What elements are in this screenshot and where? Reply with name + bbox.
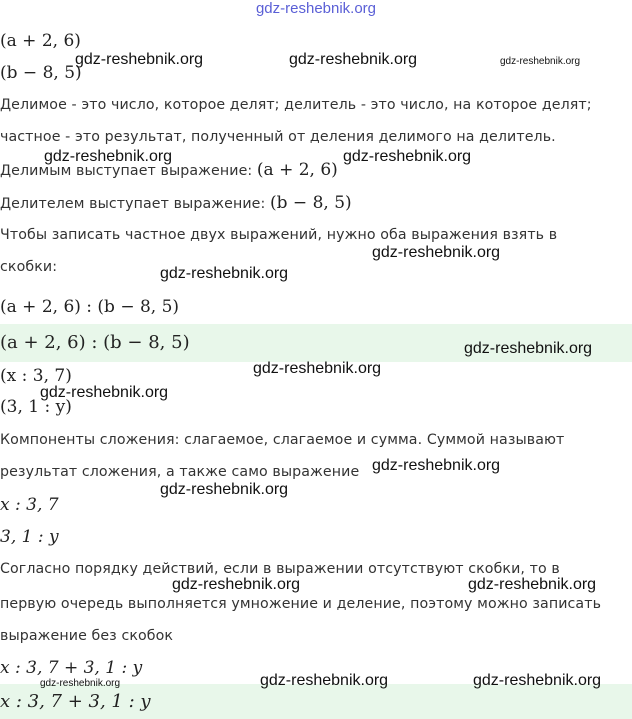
watermark: gdz-reshebnik.org — [372, 244, 501, 261]
math-line: (b − 8, 5) — [0, 63, 82, 83]
watermark: gdz-reshebnik.org — [44, 148, 173, 165]
watermark: gdz-reshebnik.org — [160, 481, 289, 498]
watermark: gdz-reshebnik.org — [253, 360, 382, 377]
math-line: (x : 3, 7) — [0, 366, 72, 386]
paragraph-line: Согласно порядку действий, если в выражении отсутствуют скобки, то в — [0, 561, 560, 577]
paragraph-text: Делителем выступает выражение: — [0, 196, 270, 212]
watermark: gdz-reshebnik.org — [464, 340, 593, 357]
math-line: x : 3, 7 + 3, 1 : y — [0, 658, 143, 678]
math-answer: (a + 2, 6) : (b − 8, 5) — [0, 332, 190, 353]
paragraph-line: Чтобы записать частное двух выражений, нужно оба выражения взять в — [0, 227, 558, 243]
math-answer: x : 3, 7 + 3, 1 : y — [0, 691, 151, 712]
paragraph-line: первую очередь выполняется умножение и деление, поэтому можно записать — [0, 596, 602, 612]
watermark: gdz-reshebnik.org — [260, 672, 389, 689]
watermark: gdz-reshebnik.org — [40, 678, 121, 689]
site-header[interactable]: gdz-reshebnik.org — [255, 0, 377, 17]
watermark: gdz-reshebnik.org — [372, 457, 501, 474]
watermark: gdz-reshebnik.org — [500, 56, 581, 67]
watermark: gdz-reshebnik.org — [172, 576, 301, 593]
math-line: (a + 2, 6) — [0, 31, 81, 51]
watermark: gdz-reshebnik.org — [40, 384, 169, 401]
watermark: gdz-reshebnik.org — [75, 51, 204, 68]
watermark: gdz-reshebnik.org — [473, 672, 602, 689]
paragraph-line: выражение без скобок — [0, 628, 174, 644]
watermark: gdz-reshebnik.org — [343, 148, 472, 165]
paragraph-line: скобки: — [0, 259, 58, 275]
paragraph-text: Делимым выступает выражение: — [0, 163, 257, 179]
math-line: 3, 1 : y — [0, 527, 59, 547]
math-line: x : 3, 7 — [0, 495, 59, 515]
watermark: gdz-reshebnik.org — [289, 51, 418, 68]
paragraph-line — [0, 193, 352, 213]
watermark: gdz-reshebnik.org — [160, 265, 289, 282]
math-line: (a + 2, 6) : (b − 8, 5) — [0, 297, 180, 317]
paragraph-line: частное - это результат, полученный от деления делимого на делитель. — [0, 129, 556, 145]
paragraph-line: Делимое - это число, которое делят; делитель - это число, на которое делят; — [0, 97, 592, 113]
inline-math: (a + 2, 6) — [256, 160, 338, 180]
paragraph-line: результат сложения, а также само выражение — [0, 464, 360, 480]
inline-math: (b − 8, 5) — [270, 193, 352, 213]
math-line: (3, 1 : y) — [0, 397, 72, 417]
paragraph-line: Компоненты сложения: слагаемое, слагаемое и сумма. Суммой называют — [0, 432, 565, 448]
watermark: gdz-reshebnik.org — [468, 576, 597, 593]
